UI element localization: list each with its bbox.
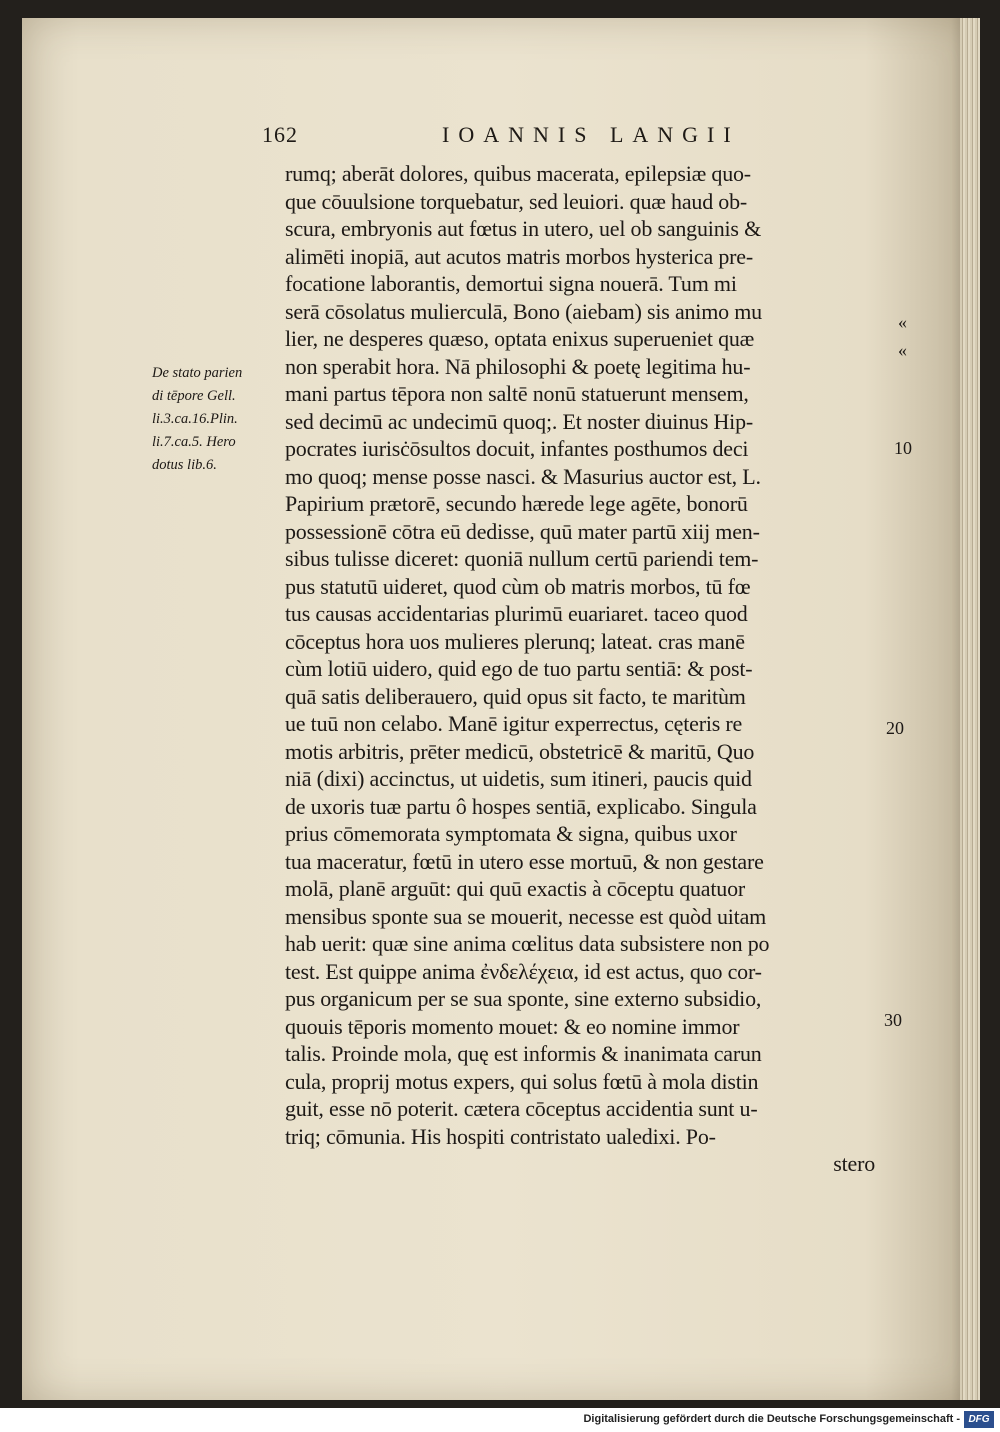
marginal-note-line: De stato parien: [152, 365, 243, 381]
marginal-note-line: di tēpore Gell.: [152, 388, 236, 404]
text-line: motis arbitris, prēter medicū, obstetricē & maritū, Quo: [285, 738, 755, 764]
text-line: ue tuū non celabo. Manē igitur experrectus, cęteris re: [285, 711, 743, 736]
text-line: focatione laborantis, demortui signa nouerā. Tum mi: [285, 271, 737, 296]
quote-mark: «: [898, 312, 907, 332]
marginal-note-line: li.7.ca.5. Hero: [152, 434, 236, 450]
text-line: triq; cōmunia. His hospiti contristato ualedixi. Po-: [285, 1123, 716, 1149]
running-title: IOANNIS LANGII: [442, 122, 740, 147]
text-line: de uxoris tuæ partu ô hospes sentiā, explicabo. Singula: [285, 793, 757, 819]
funding-credit: Digitalisierung gefördert durch die Deutsche Forschungsgemeinschaft -: [583, 1413, 960, 1425]
text-line: lier, ne desperes quæso, optata enixus superueniet quæ: [285, 326, 755, 351]
catchword: stero: [833, 1151, 875, 1176]
text-line: pus statutū uideret, quod cùm ob matris morbos, tū fœ: [285, 573, 751, 599]
text-line: niā (dixi) accinctus, ut uidetis, sum itineri, paucis quid: [285, 766, 752, 791]
line-number-20: 20: [886, 718, 904, 738]
text-line: scura, embryonis aut fœtus in utero, uel ob sanguinis &: [285, 216, 761, 241]
marginal-note-line: li.3.ca.16.Plin.: [152, 411, 238, 427]
text-line: cōceptus hora uos mulieres plerunq; lateat. cras manē: [285, 628, 745, 654]
text-line: possessionē cōtra eū dedisse, quū mater partū xiij men-: [285, 518, 760, 544]
text-line: pocrates iurisċōsultos docuit, infantes posthumos deci: [285, 436, 749, 461]
text-line: mensibus sponte sua se mouerit, necesse est quòd uitam: [285, 903, 767, 929]
text-line: cula, proprij motus expers, qui solus fœtū à mola distin: [285, 1068, 759, 1094]
text-line: tua maceratur, fœtū in utero esse mortuū, & non gestare: [285, 848, 764, 874]
marginal-note-line: dotus lib.6.: [152, 457, 217, 473]
dfg-logo-icon[interactable]: DFG: [964, 1411, 994, 1428]
text-line: quouis tēporis momento mouet: & eo nomine immor: [285, 1013, 740, 1039]
text-line: quā satis deliberauero, quid opus sit facto, te maritùm: [285, 683, 746, 709]
text-line: talis. Proinde mola, quę est informis & inanimata carun: [285, 1041, 762, 1066]
page-fore-edge: [960, 18, 980, 1400]
text-line: prius cōmemorata symptomata & signa, quibus uxor: [285, 821, 737, 846]
text-line: sibus tulisse diceret: quoniā nullum certū pariendi tem-: [285, 546, 759, 571]
running-head: [262, 122, 982, 152]
text-line: tus causas accidentarias plurimū euariaret. taceo quod: [285, 601, 748, 626]
body-text: [285, 160, 885, 1178]
line-number-10: 10: [894, 438, 912, 458]
marginal-note: [152, 362, 272, 477]
text-line: test. Est quippe anima ἐνδελέχεια, id est actus, quo cor-: [285, 958, 762, 984]
text-line: cùm lotiū uidero, quid ego de tuo partu sentiā: & post-: [285, 656, 753, 681]
digitization-footer: [0, 1408, 1000, 1432]
text-line: serā cōsolatus mulierculā, Bono (aiebam) sis animo mu: [285, 298, 762, 324]
page-number: 162: [262, 122, 298, 147]
text-line: pus organicum per se sua sponte, sine externo subsidio,: [285, 986, 762, 1011]
text-line: molā, planē arguūt: qui quū exactis à cōceptu quatuor: [285, 876, 746, 901]
text-line: alimēti inopiā, aut acutos matris morbos hysterica pre-: [285, 243, 753, 269]
text-line: sed decimū ac undecimū quoq;. Et noster diuinus Hip-: [285, 408, 754, 434]
text-line: Papirium prætorē, secundo hærede lege agēte, bonorū: [285, 491, 748, 516]
text-line: mo quoq; mense posse nasci. & Masurius auctor est, L.: [285, 463, 761, 489]
text-line: que cōuulsione torquebatur, sed leuiori. quæ haud ob-: [285, 188, 748, 214]
text-line: rumq; aberāt dolores, quibus macerata, epilepsiæ quo-: [285, 161, 751, 186]
text-line: mani partus tēpora non saltē nonū statuerunt mensem,: [285, 381, 749, 406]
text-line: non sperabit hora. Nā philosophi & poetę legitima hu-: [285, 353, 751, 379]
text-line: hab uerit: quæ sine anima cœlitus data subsistere non po: [285, 931, 770, 956]
quote-mark: «: [898, 340, 907, 360]
text-line: guit, esse nō poterit. cætera cōceptus accidentia sunt u-: [285, 1096, 758, 1121]
line-number-30: 30: [884, 1010, 902, 1030]
